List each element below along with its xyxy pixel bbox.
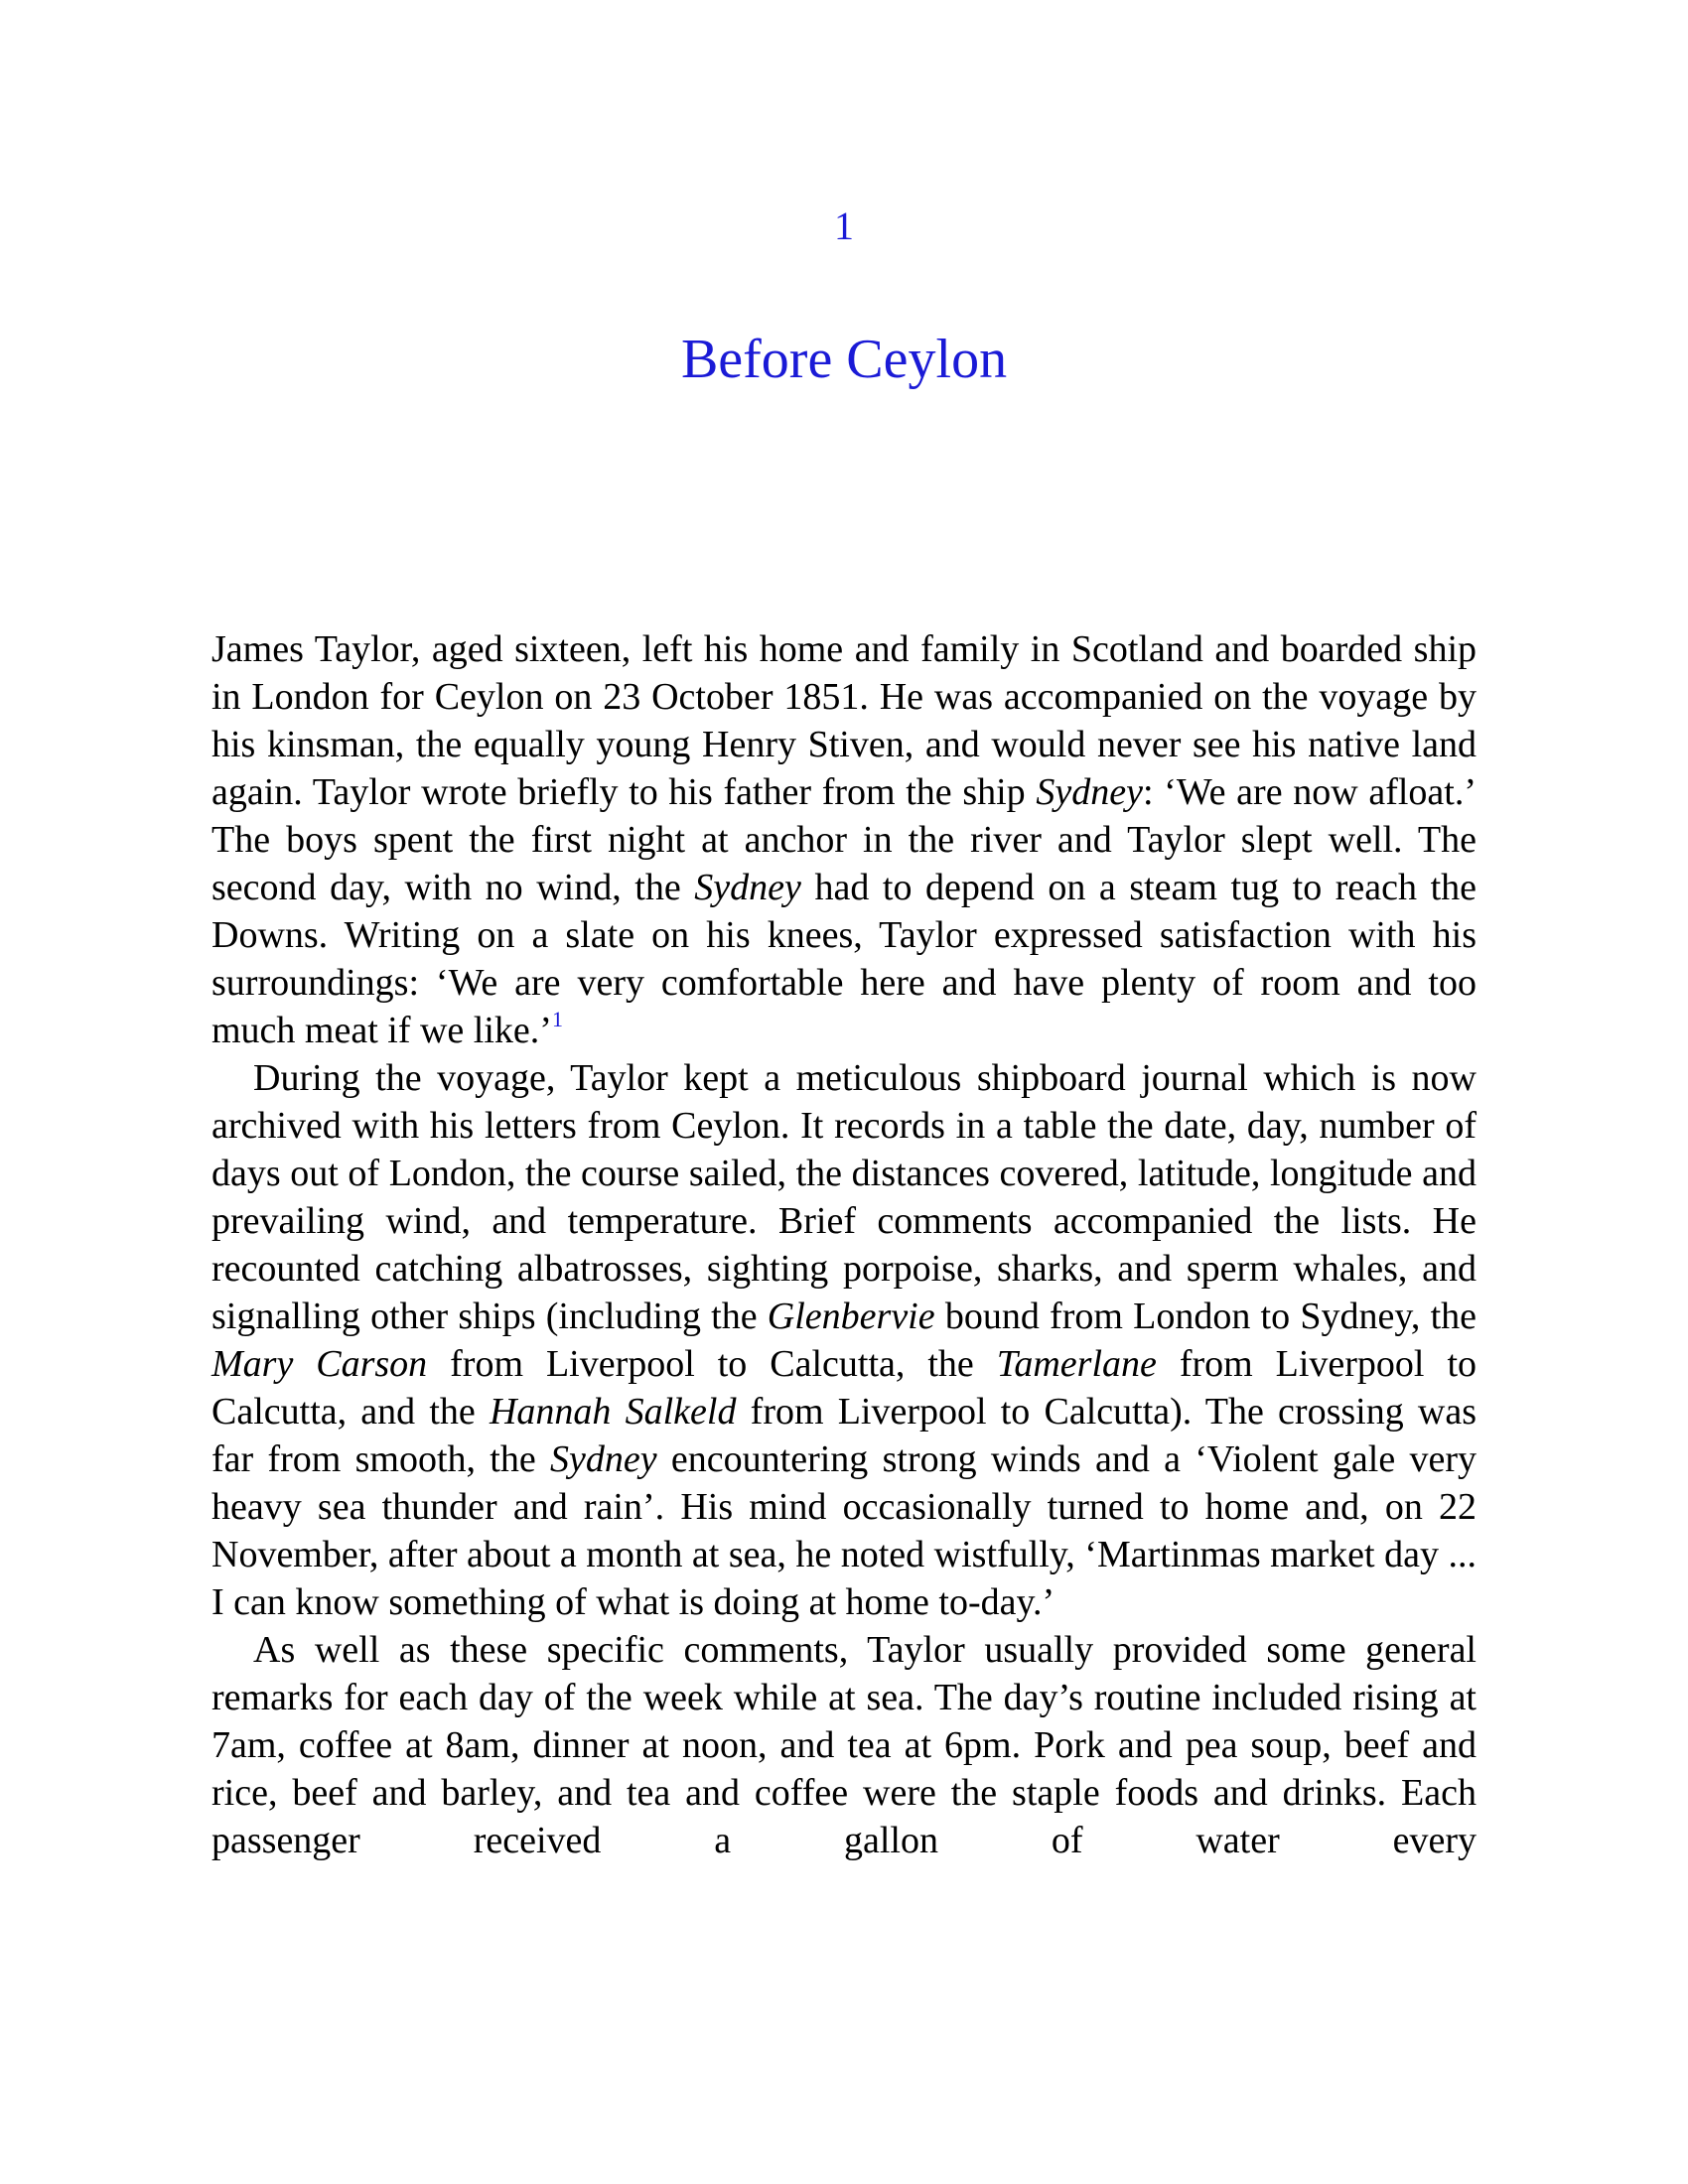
ship-name: Sydney xyxy=(1036,771,1143,813)
ship-name: Sydney xyxy=(550,1438,657,1480)
text-run: had to depend on a steam tug to reach the Downs. Writing on a slate on his knees, Taylor expressed satisfaction with his surroundings: ‘We are very comfortable here and have plenty of room and too much meat if we like.’ xyxy=(211,867,1477,1051)
ship-name: Tamerlane xyxy=(996,1343,1157,1385)
text-run: As well as these specific comments, Taylor usually provided some general remarks for each day of the week while at sea. The day’s routine included rising at 7am, coffee at 8am, dinner at noon, and tea at 6pm. Pork and pea soup, beef and rice, beef and barley, and tea and coffee were the staple foods and drinks. Each passenger received a gallon of water every xyxy=(211,1629,1477,1861)
paragraph-3 xyxy=(211,1626,1477,1864)
chapter-number: 1 xyxy=(834,204,854,248)
text-run: from Liverpool to Calcutta). The crossing was far from smooth, the xyxy=(211,1391,1477,1480)
ship-name: Sydney xyxy=(694,867,801,908)
paragraph-2 xyxy=(211,1054,1477,1626)
text-run: James Taylor, aged sixteen, left his home and family in Scotland and boarded ship in London for Ceylon on 23 October 1851. He was accompanied on the voyage by his kinsman, the equally young Henry Stiven, and would never see his native land again. Taylor wrote briefly to his father from the ship xyxy=(211,628,1477,813)
text-run: bound from London to Sydney, the xyxy=(934,1296,1477,1337)
paragraph-1 xyxy=(211,625,1477,1054)
text-run: from Liverpool to Calcutta, the xyxy=(427,1343,997,1385)
footnote-ref[interactable]: 1 xyxy=(551,1007,563,1031)
text-run: from Liverpool to Calcutta, and the xyxy=(211,1343,1477,1433)
ship-name: Mary Carson xyxy=(211,1343,428,1385)
chapter-title: Before Ceylon xyxy=(680,329,1008,390)
ship-name: Hannah Salkeld xyxy=(489,1391,737,1433)
ship-name: Glenbervie xyxy=(767,1296,935,1337)
chapter-body xyxy=(211,625,1477,1864)
text-run: : ‘We are now afloat.’ The boys spent the first night at anchor in the river and Taylor slept well. The second day, with no wind, the xyxy=(211,771,1477,908)
text-run: encountering strong winds and a ‘Violent gale very heavy sea thunder and rain’. His mind occasionally turned to home and, on 22 November, after about a month at sea, he noted wistfully, ‘Martinmas market day ... I can know something of what is doing at home to-day.’ xyxy=(211,1438,1477,1623)
text-run: During the voyage, Taylor kept a meticulous shipboard journal which is now archived with his letters from Ceylon. It records in a table the date, day, number of days out of London, the course sailed, the distances covered, latitude, longitude and prevailing wind, and temperature. Brief comments accompanied the lists. He recounted catching albatrosses, sighting porpoise, sharks, and sperm whales, and signalling other ships (including the xyxy=(211,1057,1477,1337)
